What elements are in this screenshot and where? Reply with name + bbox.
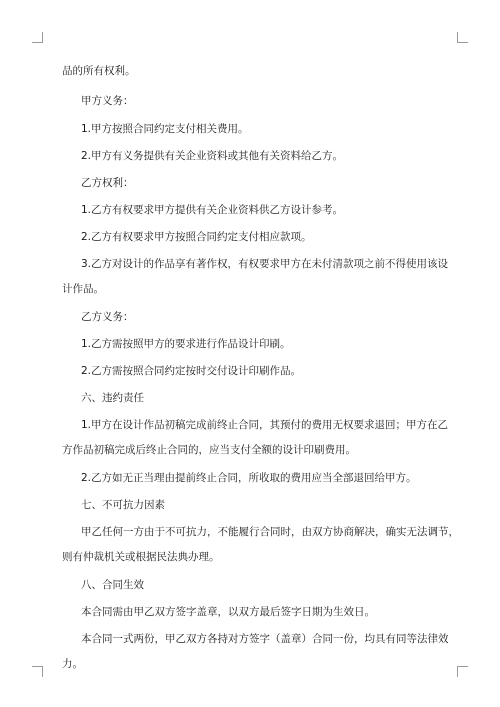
paragraph-continuation: 品的所有权利。 xyxy=(62,65,136,77)
clause-line: 本合同一式两份，甲乙双方各持对方签字（盖章）合同一份，均具有同等法律效 xyxy=(81,633,449,645)
clause-line: 甲乙任何一方由于不可抗力，不能履行合同时，由双方协商解决，确实无法调节， xyxy=(81,526,459,538)
section-heading-party-a-obligations: 甲方义务： xyxy=(81,95,134,107)
clause-line: 1.甲方在设计作品初稿完成前终止合同，其预付的费用无权要求退回；甲方在乙 xyxy=(81,419,449,431)
clause-line: 2.乙方需按照合同约定按时交付设计印刷作品。 xyxy=(81,365,302,377)
crop-mark-top-left xyxy=(32,32,43,43)
clause-line-continuation: 则有仲裁机关或根据民法典办理。 xyxy=(62,551,220,563)
clause-line: 1.甲方按照合同约定支付相关费用。 xyxy=(81,123,249,135)
clause-line-continuation: 方作品初稿完成后终止合同的，应当支付全额的设计印刷费用。 xyxy=(62,444,356,456)
clause-line: 2.乙方如无正当理由提前终止合同，所收取的费用应当全部退回给甲方。 xyxy=(81,472,417,484)
clause-line: 3.乙方对设计的作品享有著作权，有权要求甲方在未付清款项之前不得使用该设 xyxy=(81,258,449,270)
clause-line-continuation: 计作品。 xyxy=(62,283,104,295)
clause-line: 2.甲方有义务提供有关企业资料或其他有关资料给乙方。 xyxy=(81,150,344,162)
clause-line: 本合同需由甲乙双方签字盖章，以双方最后签字日期为生效日。 xyxy=(81,606,375,618)
crop-mark-bottom-left xyxy=(32,666,43,677)
section-heading-party-b-rights: 乙方权利： xyxy=(81,177,134,189)
clause-line: 2.乙方有权要求甲方按照合同约定支付相应款项。 xyxy=(81,231,312,243)
crop-mark-top-right xyxy=(457,32,468,43)
crop-mark-bottom-right xyxy=(457,666,468,677)
clause-line: 1.乙方需按照甲方的要求进行作品设计印刷。 xyxy=(81,338,291,350)
section-heading-effectiveness: 八、合同生效 xyxy=(81,579,144,591)
clause-line: 1.乙方有权要求甲方提供有关企业资料供乙方设计参考。 xyxy=(81,204,344,216)
section-heading-breach: 六、违约责任 xyxy=(81,392,144,404)
section-heading-force-majeure: 七、不可抗力因素 xyxy=(81,499,165,511)
clause-line-continuation: 力。 xyxy=(62,658,83,670)
section-heading-party-b-obligations: 乙方义务： xyxy=(81,311,134,323)
